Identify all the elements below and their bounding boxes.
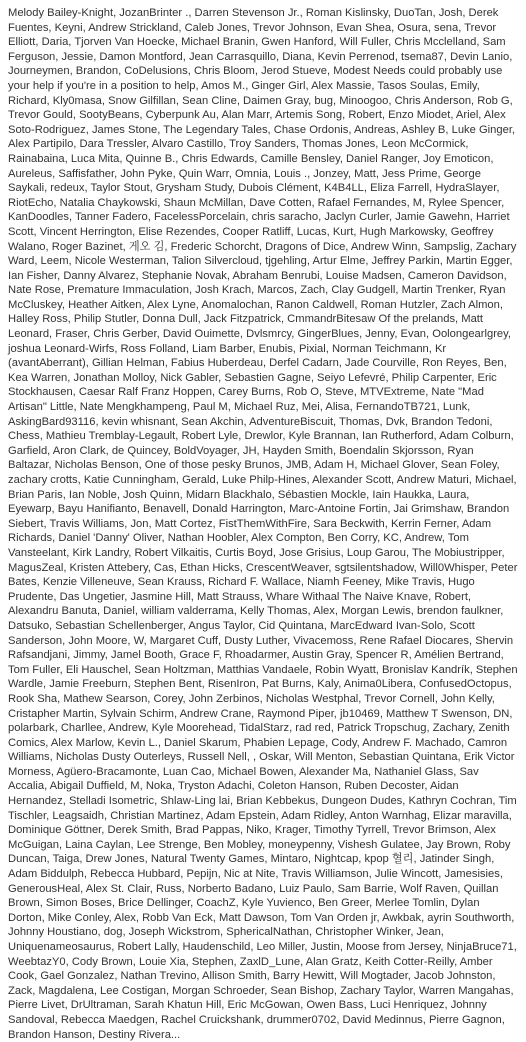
credits-text: Melody Bailey-Knight, JozanBrinter ., Darren Stevenson Jr., Roman Kislinsky, DuoTan, Josh, Derek Fuentes, Keyni, Andrew Strickland, Caleb Jones, Trevor Johnson, Evan Shea, Osura, sena, Trevor Elliott, Daria, Tjorven Van Hoecke, Michael Branin, Gwen Hanford, Will Fuller, Chris Mcclelland, Sam Ferguson, Jessie, Damon Montford, Jean Carrasquillo, Diana, Kevin Perrenod, tsema87, Devin Lanio, Journeymen, Brandon, CoDelusions, Chris Bloom, Jerod Stueve, Modest Needs could probably use your help if you're in a position to help, Amos M., Ginger Girl, Alex Massie, Tasos Soulas, Emily, Richard, Kly0masa, Snow Gilfillan, Sean Cline, Daimen Gray, bug, Minoogoo, Chris Anderson, Rob G, Trevor Gould, SootyBeans, Cyberpunk Au, Alan Marr, Artemis Song, Robert, Enzo Miodet, Ariel, Alex Soto-Rodriguez, James Stone, The Legendary Tales, Chase Ordonis, Andreas, Ashley B, Luke Ginger, Alex Partipilo, Dara Tressler, Alvaro Castillo, Troy Sanders, Thomas Jones, Leon McCormick, Rainabaina, Luca Mita, Quinne B., Chris Edwards, Camille Bensley, Daniel Ranger, Joy Emoticon, Aureleus, Saffisfather, John Pyke, Quin Warr, Omnia, Louis ., Jonzey, Matt, Jess Prime, George Saykali, redeux, Taylor Stout, Grysham Study, Dubois Clément, K4B4LL, Eliza Farrell, HydraSlayer, RiotEcho, Natalia Chaykowski, Shaun McMillan, Dave Cotten, Rafael Fernandes, M, Rylee Spencer, KanDoodles, Tanner Fadero, FacelessPorcelain, chris saracho, Jaclyn Curler, Jamie Gawehn, Harriet Scott, Vincent Herrington, Elise Rezendes, Cooper Ratliff, Lucas, Kurt, Hugh Markowsky, Geoffrey Walano, Roger Bazinet, 게오 김, Frederic Schorcht, Dragons of Dice, Andrew Winn, Sampslig, Zachary Ward, Leem, Nicole Westerman, Talion Silvercloud, tjgehling, Artur Elme, Jeffrey Parkin, Martin Egger, Ian Fisher, Danny Alvarez, Stephanie Novak, Abraham Benrubi, Louise Madsen, Cameron Davidson, Nate Rose, Premature Immaculation, Josh Krach, Marcos, Zach, Clay Gudgell, Martin Trenker, Ryan McCluskey, Heather Aitken, Alex Lyne, Anomalochan, Ranon Caldwell, Roman Hutzler, Zach Almon, Halley Ross, Philip Stutler, Donna Dull, Jack Fitzpatrick, CmmandrBitesaw Of the prelands, Matt Leonard, Fraser, Chris Gerber, David Ouimette, Dvlsmrcy, GingerBlues, Jenny, Evan, Oolongearlgrey, joshua Leonard-Wirfs, Ross Folland, Liam Barber, Enubis, Pixial, Norman Teichmann, Kr (avantAberrant), Gillian Helman, Fabius Huberdeau, Derfel Cadarn, Jade Courville, Ron Reyes, Ben, Kea Warren, Jonathan Molloy, Nick Gabler, Sebastien Gagne, Seiyo Lefevré, Philip Carpenter, Eric Stockhausen, Caesar Ralf Franz Hoppen, Carey Burns, Rob O, Steve, MTVExtreme, Nate "Mad Artisan" Little, Nate Mengkhampeng, Paul M, Michael Ruz, Mei, Alisa, FernandoTB721, Lunk, AskingBard93116, kevin whisnant, Sean Akchin, AdventureBiscuit, Thomas, Dvk, Brandon Tedoni, Chess, Mathieu Tremblay-Legault, Robert Lyle, Drewlor, Kyle Brannan, Ian Rutherford, Adam Colburn, Garfield, Aron Clark, de Quincey, BoldVoyager, JH, Hayden Smith, Boendalin Skjorsson, Ryan Baltazar, Nicholas Benson, One of those pesky Brunos, JMB, Adam H, Michael Glover, Sean Foley, zachary crotts, Katie Cunningham, Gerald, Luke Philp-Hines, Alexander Scott, Andrew Maturi, Michael, Brian Paris, Ian Noble, Josh Quinn, Midarn Blackhalo, Sébastien Mockle, Iain Haukka, Laura, Eyewarp, Bayu Hanifianto, Benavell, Donald Harrington, Marc-Antoine Fortin, Jai Grimshaw, Brandon Siebert, Travis Williams, Jon, Matt Cortez, FistThemWithFire, Sara Beckwith, Kerrin Ferner, Adam Richards, Daniel 'Danny' Oliver, Nathan Hoobler, Alex Compton, Ben Corry, KC, Andrew, Tom Vansteelant, Kirk Landry, Robert Vilkaitis, Curtis Boyd, Jose Grisius, Loup Garou, The Mobiustripper, MagusZeal, Kristen Attebery, Cas, Ethan Hicks, CrescentWeaver, sgtsilentshadow, Will0Whisper, Peter Bates, Kenzie Villeneuve, Sean Krauss, Richard F. Wallace, Niamh Feeney, Mike Travis, Hugo Prudente, Das Ungetier, Jasmine Hill, Matt Strauss, Whare Withaal The Naive Knave, Robert, Alexandru Banuta, Daniel, william valderrama, Kelly Thomas, Alex, Morgan Lewis, brendon faulkner, Datsuko, Sebastian Schellenberger, Angus Taylor, Cid Quintana, MarcEdward Ivan-Solo, Scott Sanderson, John Moore, W, Margaret Cuff, Dusty Luther, Vivacemoss, Rene Rafael Diocares, Shervin Rafsandjani, Jimmy, Jamel Booth, Grace F, Rhoadarmer, Austin Gray, Spencer R, Amélien Bertrand, Tom Fuller, Eli Hauschel, Sean Holtzman, Matthias Vandaele, Robin Wyatt, Bronislav Kandrík, Stephen Wardle, Jamie Freeburn, Stephen Bent, RisenIron, Pat Burns, Kaly, Anima0Libera, ConfusedOctopus, Rook Sha, Mathew Searson, Corey, John Zerbinos, Nicholas Westphal, Trevor Cornell, John Kelly, Cristapher Martin, Sylvain Schirm, Andrew Crane, Raymond Piper, jb10469, Matthew T Swenson, DN, polarbark, Charllee, Andrew, Kyle Moorehead, TidalStarz, rad red, Patrick Tropschug, Zachary, Zenith Comics, Alex Marlow, Kevin L., Daniel Skarum, Phabien Lepage, Cody, Andrew F. Machado, Camron Williams, Nicholas Dusty Outerleys, Russell Nell, , Oskar, Will Menton, Sebastian Quintana, Erik Victor Morness, Agüero-Bracamonte, Luan Cao, Michael Bowen, Alexander Ma, Nathaniel Glass, Sav Accalia, Abigail Duffield, M, Noka, Tryston Adachi, Coleton Hanson, Ruben Decoster, Aidan Hernandez, Stelladi Isometric, Shlaw-Ling lai, Brian Kebbekus, Dungeon Dudes, Kathryn Cochran, Tim Tischler, Leagsaidh, Christian Martinez, Adam Epstein, Adam Ridley, Anton Warnhag, Elizar maravilla, Dominique Göttner, Derek Smith, Brad Pappas, Niko, Krager, Timothy Tyrrell, Trevor Brimson, Alex McGuigan, Laina Caylan, Lee Strenge, Ben Mobley, moneypenny, Vishesh Gulatee, Jay Brown, Roby Duncan, Taiga, Drew Jones, Natural Twenty Games, Mintaro, Nightcap, kpop 혈리, Jatinder Singh, Adam Biddulph, Rebecca Hubbard, Pepijn, Nic at Nite, Travis Williamson, Julie Wincott, Jamesisies, GenerousHeal, Alex St. Clair, Russ, Norberto Badano, Luiz Paulo, Sam Barrie, Wolf Raven, Quillan Brown, Simon Boses, Brice Dellinger, CoachZ, Kyle Yuvienco, Ben Greer, Merlee Tomlin, Dylan Dorton, Mike Conley, Alex, Robb Van Eck, Matt Dawson, Tom Van Orden jr, Awkbak, ayrin Southworth, Johnny Houstiano, dog, Joseph Wickstrom, SphericalNathan, Christopher Winker, Jean, Uniquenameosaurus, Robert Lally, Haudenschild, Leo Miller, Justin, Moose from Jersey, NinjaBruce71, WeebtazY0, Cody Brown, Louie Xia, Stephen, ZaxlD_Lune, Alan Gratz, Keith Cotter-Reilly, Amber Cook, Gael Gonzalez, Nathan Trevino, Allison Smith, Barry Hewitt, Will Mogtader, Jacob Johnston, Zack, Magdalena, Lee Costigan, Morgan Schroeder, Sean Bishop, Zachary Taylor, Warren Mangahas, Pierre Livet, DrUltraman, Sarah Khatun Hill, Eric McGowan, Owen Bass, Luci Henriquez, Johnny Sandoval, Rebecca Maedgen, Rachel Cruickshank, drummer0702, David Medinnus, Pierre Gagnon, Brandon Hanson, Destiny Rivera...: [8, 7, 518, 1041]
